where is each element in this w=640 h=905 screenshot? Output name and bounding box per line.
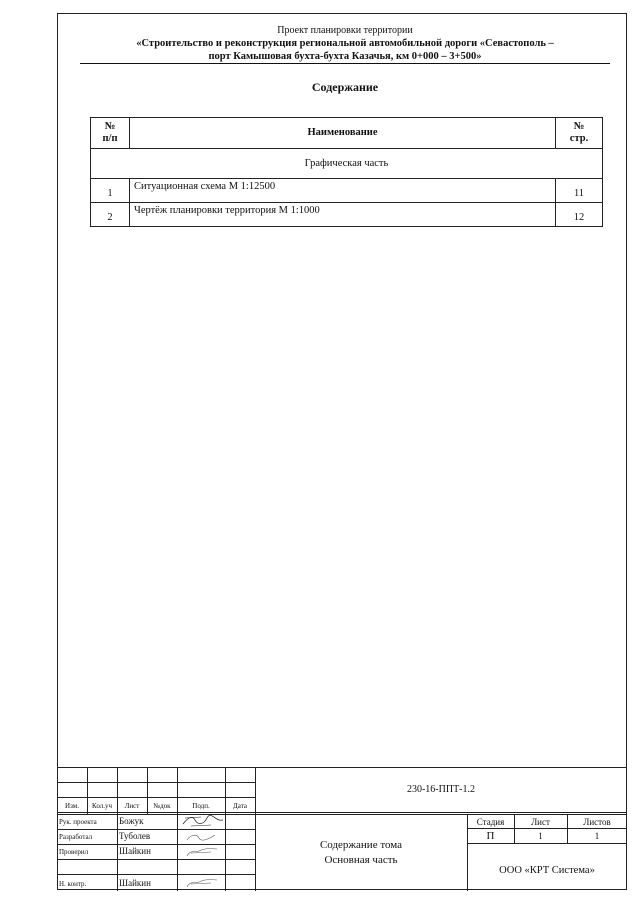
company-name: ООО «КРТ Система» xyxy=(499,865,595,876)
stamp-header-date: Дата xyxy=(233,802,247,810)
role-label: Н. контр. xyxy=(59,880,87,888)
stamp-header-doc: №док xyxy=(153,802,171,810)
role-name: Божук xyxy=(119,816,144,826)
stage-value: П xyxy=(486,830,495,842)
signature-4 xyxy=(181,876,225,890)
col-page-header: № стр. xyxy=(556,118,603,149)
signature-1 xyxy=(181,814,225,828)
row-num: 2 xyxy=(91,203,130,227)
signature-3 xyxy=(181,845,225,859)
header-line-2: «Строительство и реконструкция региональной автомобильной дороги «Севастополь – xyxy=(136,38,554,49)
header-line-3: порт Камышовая бухта-бухта Казачья, км 0+000 – 3+500» xyxy=(208,51,482,62)
role-label: Разработал xyxy=(59,833,93,841)
stamp-header-list: Лист xyxy=(124,802,140,810)
col-num-header: № п/п xyxy=(91,118,130,149)
row-num: 1 xyxy=(91,179,130,203)
stamp-header-izm: Изм. xyxy=(65,802,79,810)
stamp-header-sign: Подп. xyxy=(192,802,210,810)
header-rule xyxy=(80,63,610,64)
col-name-header: Наименование xyxy=(130,118,556,149)
table-row xyxy=(91,203,603,227)
doc-title-1: Содержание тома xyxy=(319,839,403,851)
sheet-value: 1 xyxy=(538,831,543,841)
header-line-1: Проект планировки территории xyxy=(277,25,413,36)
doc-title-2: Основная часть xyxy=(324,854,398,866)
document-code: 230-16-ППТ-1.2 xyxy=(406,784,476,795)
contents-title: Содержание xyxy=(311,80,379,94)
document-header xyxy=(80,24,610,63)
stamp-header-kol: Кол.уч xyxy=(92,802,112,810)
row-name: Ситуационная схема М 1:12500 xyxy=(130,179,556,203)
table-header-row xyxy=(91,118,603,149)
title-block xyxy=(57,767,627,890)
section-row xyxy=(91,149,603,179)
role-name: Шайкин xyxy=(119,846,151,856)
row-page: 11 xyxy=(556,179,603,203)
role-label: Рук. проекта xyxy=(59,818,97,826)
stage-label: Стадия xyxy=(476,817,505,827)
sheets-value: 1 xyxy=(594,831,600,841)
sheet-label: Лист xyxy=(531,817,550,827)
sheets-label: Листов xyxy=(583,817,611,827)
role-name: Шайкин xyxy=(119,878,151,888)
section-title: Графическая часть xyxy=(91,149,603,179)
table-row xyxy=(91,179,603,203)
signature-2 xyxy=(181,830,225,844)
role-label: Проверил xyxy=(59,848,89,856)
role-name: Туболев xyxy=(119,831,151,841)
row-page: 12 xyxy=(556,203,603,227)
row-name: Чертёж планировки территория М 1:1000 xyxy=(130,203,556,227)
contents-table xyxy=(90,117,603,227)
